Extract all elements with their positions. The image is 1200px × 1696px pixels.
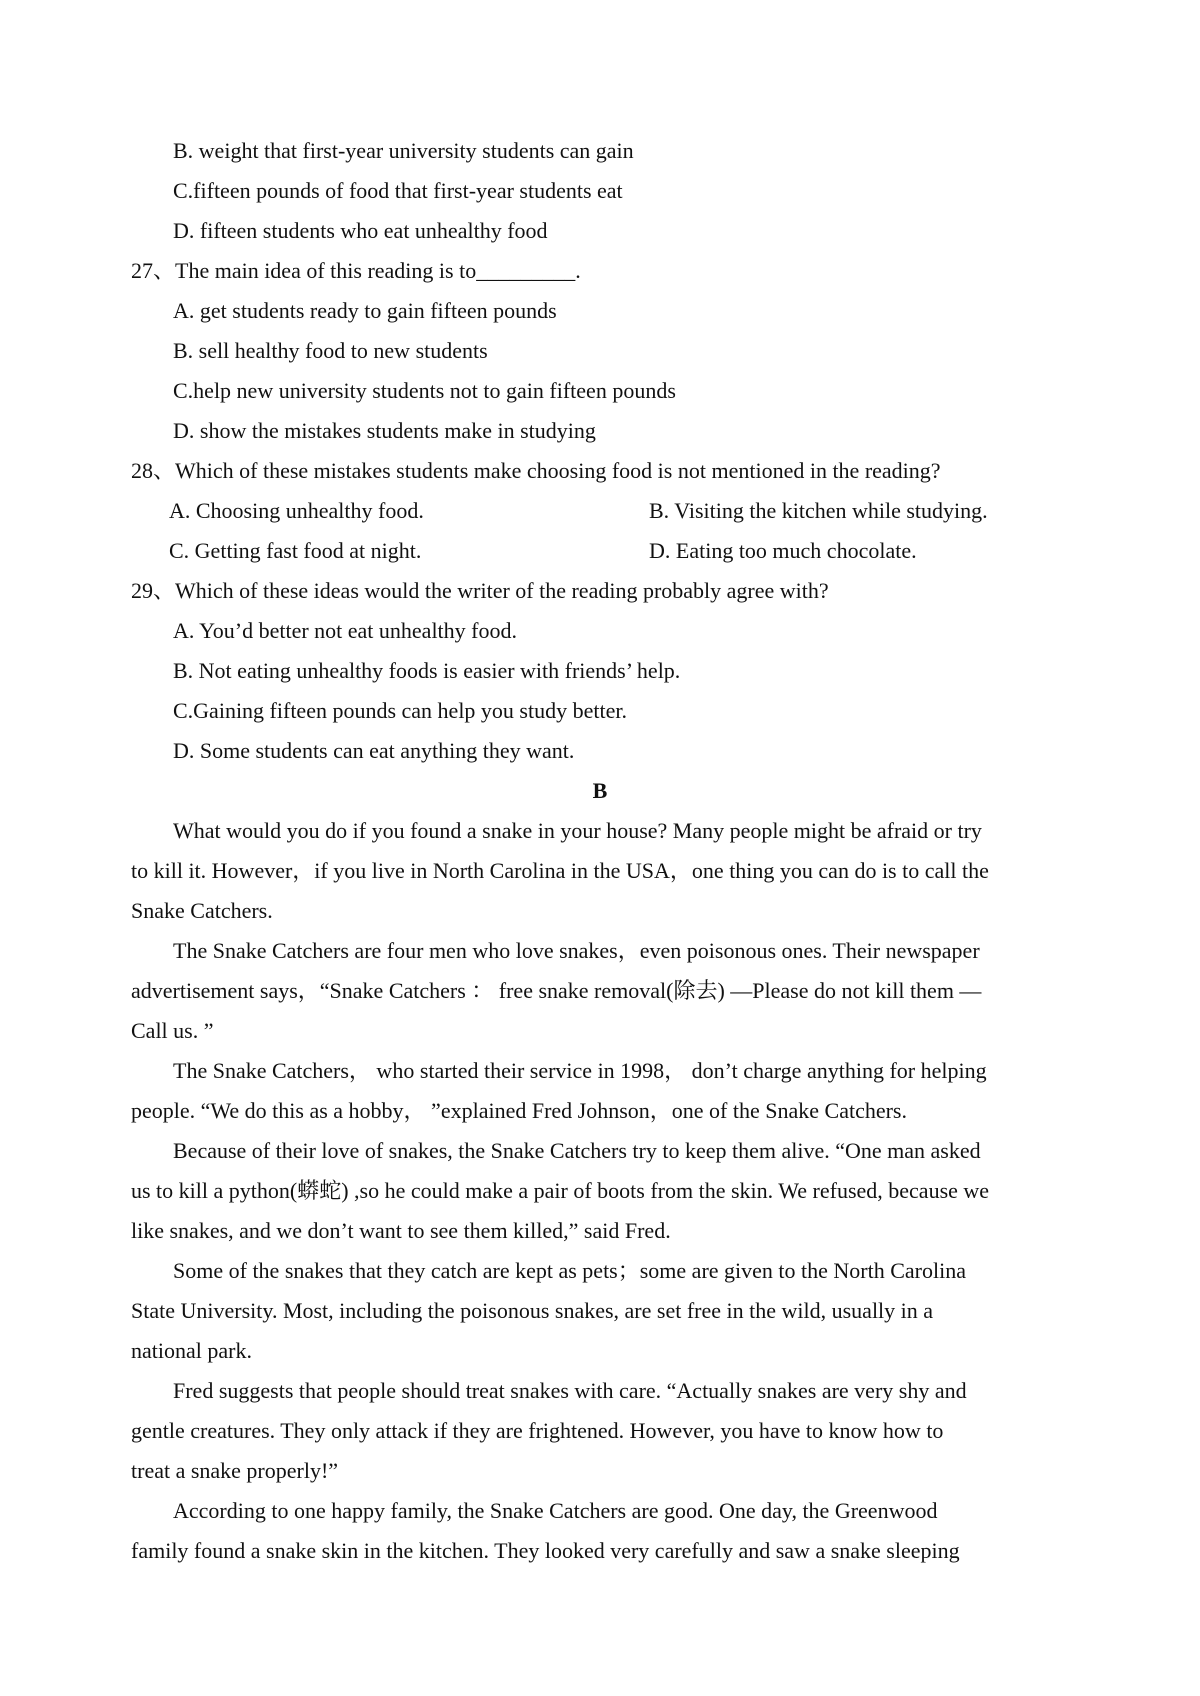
question-27-stem: 27、The main idea of this reading is to_________. (131, 258, 581, 283)
passage-line: to kill it. However，if you live in North Carolina in the USA，one thing you can do is to call the (131, 858, 989, 883)
question-29-option-a: A. You’d better not eat unhealthy food. (173, 618, 517, 643)
question-29-option-c: C.Gaining fifteen pounds can help you study better. (173, 698, 627, 723)
passage-line: Snake Catchers. (131, 898, 273, 923)
passage-line: Some of the snakes that they catch are kept as pets；some are given to the North Carolina (173, 1258, 966, 1283)
passage-line: national park. (131, 1338, 252, 1363)
passage-line: treat a snake properly!” (131, 1458, 339, 1483)
passage-line: State University. Most, including the poisonous snakes, are set free in the wild, usually in a (131, 1298, 934, 1323)
option-d: D. fifteen students who eat unhealthy food (173, 218, 548, 243)
option-c: C.fifteen pounds of food that first-year students eat (173, 178, 623, 203)
passage-line: people. “We do this as a hobby， ”explained Fred Johnson，one of the Snake Catchers. (131, 1098, 907, 1123)
question-27-option-b: B. sell healthy food to new students (173, 338, 488, 363)
question-28-option-b: B. Visiting the kitchen while studying. (649, 498, 988, 523)
question-27-option-c: C.help new university students not to gain fifteen pounds (173, 378, 676, 403)
question-28-option-d: D. Eating too much chocolate. (649, 538, 917, 563)
passage-line: What would you do if you found a snake in your house? Many people might be afraid or try (173, 818, 982, 843)
passage-line: Call us. ” (131, 1018, 214, 1043)
question-28-stem: 28、Which of these mistakes students make choosing food is not mentioned in the reading? (131, 458, 941, 483)
question-29-option-d: D. Some students can eat anything they want. (173, 738, 575, 763)
passage-line: family found a snake skin in the kitchen. They looked very carefully and saw a snake sleeping (131, 1538, 960, 1563)
question-27-option-a: A. get students ready to gain fifteen pounds (173, 298, 557, 323)
question-28-option-a: A. Choosing unhealthy food. (169, 498, 424, 523)
passage-line: Fred suggests that people should treat snakes with care. “Actually snakes are very shy and (173, 1378, 967, 1403)
passage-line: us to kill a python(蟒蛇) ,so he could make a pair of boots from the skin. We refused, because we (131, 1178, 990, 1203)
question-29-stem: 29、Which of these ideas would the writer of the reading probably agree with? (131, 578, 829, 603)
question-29-option-b: B. Not eating unhealthy foods is easier with friends’ help. (173, 658, 681, 683)
question-28-option-c: C. Getting fast food at night. (169, 538, 422, 563)
option-b: B. weight that first-year university students can gain (173, 138, 634, 163)
question-27-option-d: D. show the mistakes students make in studying (173, 418, 596, 443)
passage-line: According to one happy family, the Snake Catchers are good. One day, the Greenwood (173, 1498, 938, 1523)
passage-line: gentle creatures. They only attack if they are frightened. However, you have to know how to (131, 1418, 944, 1443)
passage-line: The Snake Catchers are four men who love snakes，even poisonous ones. Their newspaper (173, 938, 980, 963)
passage-line: advertisement says，“Snake Catchers ： free snake removal(除去) —Please do not kill them — (131, 978, 982, 1003)
passage-line: like snakes, and we don’t want to see them killed,” said Fred. (131, 1218, 671, 1243)
passage-line: Because of their love of snakes, the Snake Catchers try to keep them alive. “One man asked (173, 1138, 981, 1163)
passage-line: The Snake Catchers， who started their service in 1998， don’t charge anything for helping (173, 1058, 987, 1083)
section-title: B (592, 778, 608, 803)
